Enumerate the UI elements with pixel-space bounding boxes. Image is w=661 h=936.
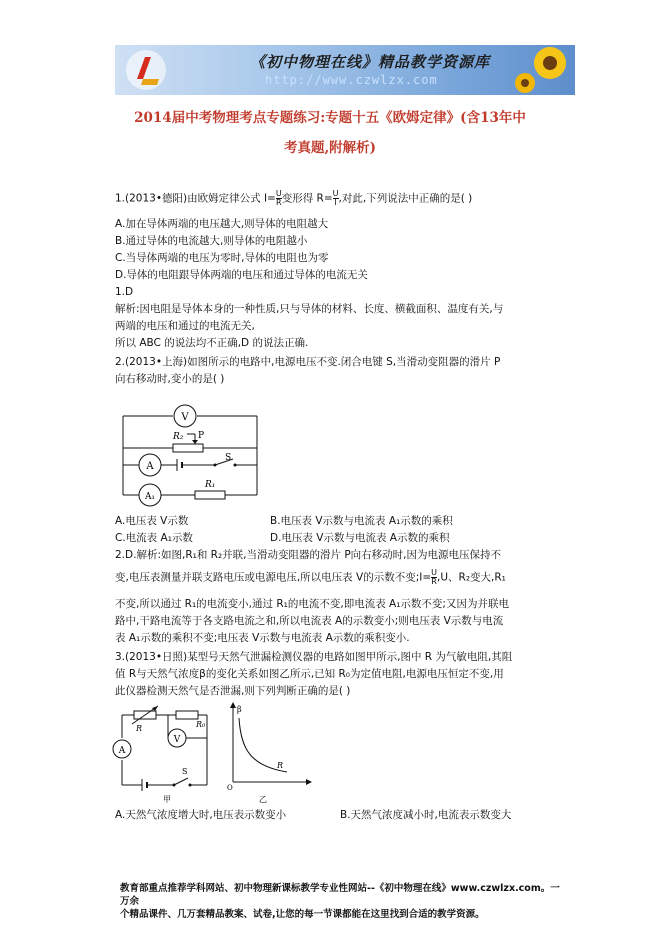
q3-graph-y-label: β (237, 705, 242, 714)
q3-circuit-diagram-jia (112, 700, 222, 805)
q3-graph-origin-label: O (227, 784, 233, 792)
q2-p-label: P (198, 431, 205, 441)
q2-analysis-fraction: $\frac{U}{R}$ (431, 568, 437, 586)
q1-option-b: B.通过导体的电流越大,则导体的电阻越小 (115, 235, 308, 247)
q1-option-a: A.加在导体两端的电压越大,则导体的电阻越大 (115, 218, 329, 230)
q2-circuit-diagram (115, 398, 265, 508)
q3-option-b: B.天然气浓度减小时,电流表示数变大 (340, 809, 512, 821)
q2-ammeter1-label: A₁ (144, 492, 156, 502)
q2-r2-label: R₂ (173, 432, 184, 442)
q2-ammeter-label: A (146, 461, 154, 472)
q2-option-d: D.电压表 V示数与电流表 A示数的乘积 (270, 532, 450, 544)
q2-r1-label: R₁ (205, 480, 216, 490)
q2-analysis-line3: 不变,所以通过 R₁的电流变小,通过 R₁的电流不变,即电流表 A₁示数不变;又因为并联电 (115, 598, 509, 610)
q3-s-label: S (182, 767, 188, 776)
q1-analysis-line1: 解析:因电阻是导体本身的一种性质,只与导体的材料、长度、横截面积、温度有关,与 (115, 303, 504, 315)
site-logo-icon (125, 49, 167, 91)
footer-line2: 个精品课件、几万套精品教案、试卷,让您的每一节课都能在这里找到合适的教学资源。 (120, 909, 485, 920)
q3-stem-line3: 此仪器检测天然气是否泄漏,则下列判断正确的是( ) (115, 685, 351, 697)
q2-analysis-line5: 表 A₁示数的乘积不变;电压表 V示数与电流表 A示数的乘积变小. (115, 632, 410, 644)
q2-voltmeter-label: V (181, 412, 189, 423)
q2-stem-line1: 2.(2013•上海)如图所示的电路中,电源电压不变.闭合电键 S,当滑动变阻器的滑片 P (115, 356, 501, 368)
q2-option-b: B.电压表 V示数与电流表 A₁示数的乘积 (270, 515, 453, 527)
q3-r0-label: R₀ (196, 720, 206, 729)
q2-analysis-line1: 2.D.解析:如图,R₁和 R₂并联,当滑动变阻器的滑片 P向右移动时,因为电源电压保持不 (115, 549, 502, 561)
page-footer (120, 882, 560, 921)
banner-title: 《初中物理在线》精品教学资源库 (250, 53, 491, 71)
q3-option-a: A.天然气浓度增大时,电压表示数变小 (115, 809, 287, 821)
header-banner (115, 45, 575, 95)
q3-stem-line1: 3.(2013•日照)某型号天然气泄漏检测仪器的电路如图甲所示,图中 R 为气敏电阻,其阻 (115, 651, 513, 663)
document-title-line1: 2014届中考物理考点专题练习:专题十五《欧姆定律》(含13年中 (134, 110, 526, 126)
q1-option-c: C.当导体两端的电压为零时,导体的电阻也为零 (115, 252, 329, 264)
q3-yi-label: 乙 (259, 795, 267, 804)
q3-graph-yi (225, 700, 315, 805)
sunflower-icon (505, 45, 575, 95)
q1-analysis-line3: 所以 ABC 的说法均不正确,D 的说法正确. (115, 337, 309, 349)
q1-option-d: D.导体的电阻跟导体两端的电压和通过导体的电流无关 (115, 269, 368, 281)
footer-line1: 教育部重点推荐学科网站、初中物理新课标教学专业性网站--《初中物理在线》www.czwlzx.com。一万余 (120, 883, 560, 907)
q2-option-a: A.电压表 V示数 (115, 515, 189, 527)
q3-ammeter-label: A (118, 746, 126, 756)
q1-stem: 1.(2013•德阳)由欧姆定律公式 I= $\frac{U}{R}$ 变形得 R= $\frac{U}{I}$ ,对此,下列说法中正确的是( ) (115, 189, 473, 207)
q2-option-c: C.电流表 A₁示数 (115, 532, 193, 544)
q1-answer: 1.D (115, 286, 134, 298)
q2-s-label: S (225, 453, 232, 463)
q1-analysis-line2: 两端的电压和通过的电流无关, (115, 320, 255, 332)
q1-fraction-2: $\frac{U}{I}$ (332, 189, 339, 207)
q3-stem-line2: 值 R与天然气浓度β的变化关系如图乙所示,已知 R₀为定值电阻,电源电压恒定不变,用 (115, 668, 504, 680)
q2-analysis-line2: 变,电压表测量并联支路电压或电源电压,所以电压表 V的示数不变;I= $\frac{U}{R}$ ,U、R₂变大,R₁ (115, 568, 506, 586)
q2-stem-line2: 向右移动时,变小的是( ) (115, 373, 225, 385)
document-title-line2: 考真题,附解析) (283, 140, 377, 156)
q3-voltmeter-label: V (173, 735, 181, 745)
q3-jia-label: 甲 (163, 795, 171, 804)
q3-graph-x-label: R (277, 761, 284, 770)
q1-fraction-1: $\frac{U}{R}$ (275, 189, 282, 207)
q2-analysis-line4: 路中,干路电流等于各支路电流之和,所以电流表 A的示数变小;则电压表 V示数与电流 (115, 615, 504, 627)
q3-r-label: R (136, 724, 143, 733)
banner-url[interactable]: http://www.czwlzx.com (265, 73, 438, 87)
